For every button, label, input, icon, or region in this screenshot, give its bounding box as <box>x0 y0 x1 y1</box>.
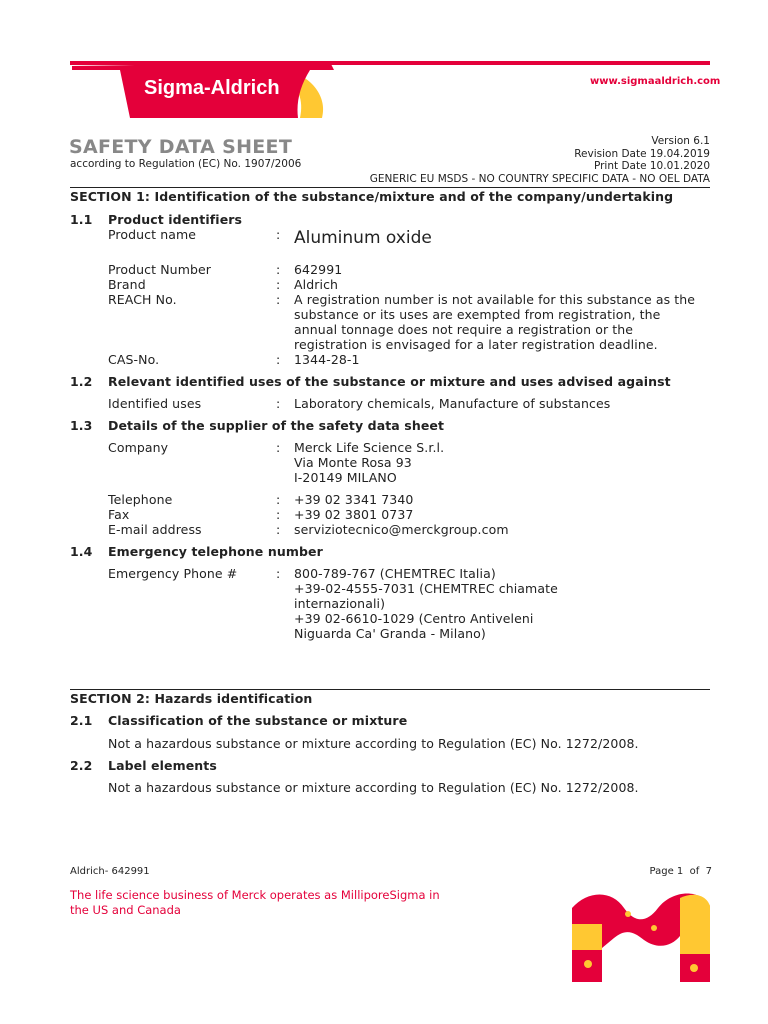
colon: : <box>276 262 281 277</box>
s22-title: Label elements <box>108 758 217 773</box>
emergency-line: internazionali) <box>294 596 386 611</box>
website-link[interactable]: www.sigmaaldrich.com <box>590 76 721 87</box>
header-red-line <box>70 61 710 65</box>
s14-title: Emergency telephone number <box>108 544 323 559</box>
emergency-label: Emergency Phone # <box>108 566 238 581</box>
product-name: Aluminum oxide <box>294 228 432 248</box>
footer-page-number: Page 1 of 7 <box>649 866 712 877</box>
s14-num: 1.4 <box>70 544 93 559</box>
fax: +39 02 3801 0737 <box>294 507 414 522</box>
colon: : <box>276 352 281 367</box>
section1-title: SECTION 1: Identification of the substance/mixture and of the company/undertaking <box>70 189 674 204</box>
colon: : <box>276 522 281 537</box>
print-date: Print Date 10.01.2020 <box>593 160 710 172</box>
s21-title: Classification of the substance or mixture <box>108 713 408 728</box>
generic-note: GENERIC EU MSDS - NO COUNTRY SPECIFIC DATA - NO OEL DATA <box>369 172 710 185</box>
product-name-label: Product name <box>108 227 197 242</box>
company-address <box>294 440 714 485</box>
emergency-numbers <box>294 566 714 641</box>
s11-title: Product identifiers <box>108 212 243 227</box>
emergency-line: +39-02-4555-7031 (CHEMTREC chiamate <box>294 581 558 596</box>
doc-title: SAFETY DATA SHEET <box>69 136 293 158</box>
cas-number: 1344-28-1 <box>294 352 360 367</box>
brand-logo-text: Sigma-Aldrich <box>144 77 280 99</box>
merck-note <box>70 888 440 918</box>
cas-label: CAS-No. <box>108 352 160 367</box>
colon: : <box>276 507 281 522</box>
reach-text <box>294 292 714 352</box>
section1-rule <box>70 187 710 188</box>
colon: : <box>276 566 281 581</box>
section2-title: SECTION 2: Hazards identification <box>70 691 313 706</box>
email-label: E-mail address <box>108 522 202 537</box>
sigma-aldrich-logo <box>60 56 350 126</box>
colon: : <box>276 292 281 307</box>
s21-text: Not a hazardous substance or mixture according to Regulation (EC) No. 1272/2008. <box>108 736 639 751</box>
s12-num: 1.2 <box>70 374 93 389</box>
merck-logo <box>568 884 714 984</box>
emergency-line: Niguarda Ca' Granda - Milano) <box>294 626 486 641</box>
colon: : <box>276 227 281 242</box>
s11-num: 1.1 <box>70 212 93 227</box>
reach-line: annual tonnage does not require a registration or the <box>294 322 634 337</box>
emergency-line: +39 02-6610-1029 (Centro Antiveleni <box>294 611 534 626</box>
email-link[interactable]: serviziotecnico@merckgroup.com <box>294 522 509 537</box>
reach-label: REACH No. <box>108 292 177 307</box>
s12-title: Relevant identified uses of the substance or mixture and uses advised against <box>108 374 671 389</box>
company-label: Company <box>108 440 169 455</box>
fax-label: Fax <box>108 507 130 522</box>
company-line: Via Monte Rosa 93 <box>294 455 412 470</box>
s13-num: 1.3 <box>70 418 93 433</box>
emergency-line: 800-789-767 (CHEMTREC Italia) <box>294 566 496 581</box>
product-number-label: Product Number <box>108 262 212 277</box>
reach-line: substance or its uses are exempted from registration, the <box>294 307 661 322</box>
telephone-label: Telephone <box>108 492 173 507</box>
s22-text: Not a hazardous substance or mixture according to Regulation (EC) No. 1272/2008. <box>108 780 639 795</box>
brand-label: Brand <box>108 277 146 292</box>
s22-num: 2.2 <box>70 758 93 773</box>
brand: Aldrich <box>294 277 339 292</box>
company-line: Merck Life Science S.r.l. <box>294 440 445 455</box>
reach-line: A registration number is not available for this substance as the <box>294 292 696 307</box>
merck-note-line: The life science business of Merck operates as MilliporeSigma in <box>70 888 440 902</box>
colon: : <box>276 277 281 292</box>
version: Version 6.1 <box>651 135 710 147</box>
merck-note-line: the US and Canada <box>70 903 181 917</box>
colon: : <box>276 440 281 455</box>
s21-num: 2.1 <box>70 713 93 728</box>
s13-title: Details of the supplier of the safety data sheet <box>108 418 445 433</box>
reach-line: registration is envisaged for a later registration deadline. <box>294 337 658 352</box>
regulation-text: according to Regulation (EC) No. 1907/2006 <box>70 158 302 170</box>
revision-date: Revision Date 19.04.2019 <box>574 147 710 160</box>
telephone: +39 02 3341 7340 <box>294 492 414 507</box>
product-number: 642991 <box>294 262 343 277</box>
colon: : <box>276 396 281 411</box>
footer-product-ref: Aldrich- 642991 <box>70 866 150 877</box>
uses: Laboratory chemicals, Manufacture of substances <box>294 396 611 411</box>
colon: : <box>276 492 281 507</box>
company-line: I-20149 MILANO <box>294 470 397 485</box>
uses-label: Identified uses <box>108 396 202 411</box>
section2-rule <box>70 689 710 690</box>
version-block <box>370 135 710 185</box>
